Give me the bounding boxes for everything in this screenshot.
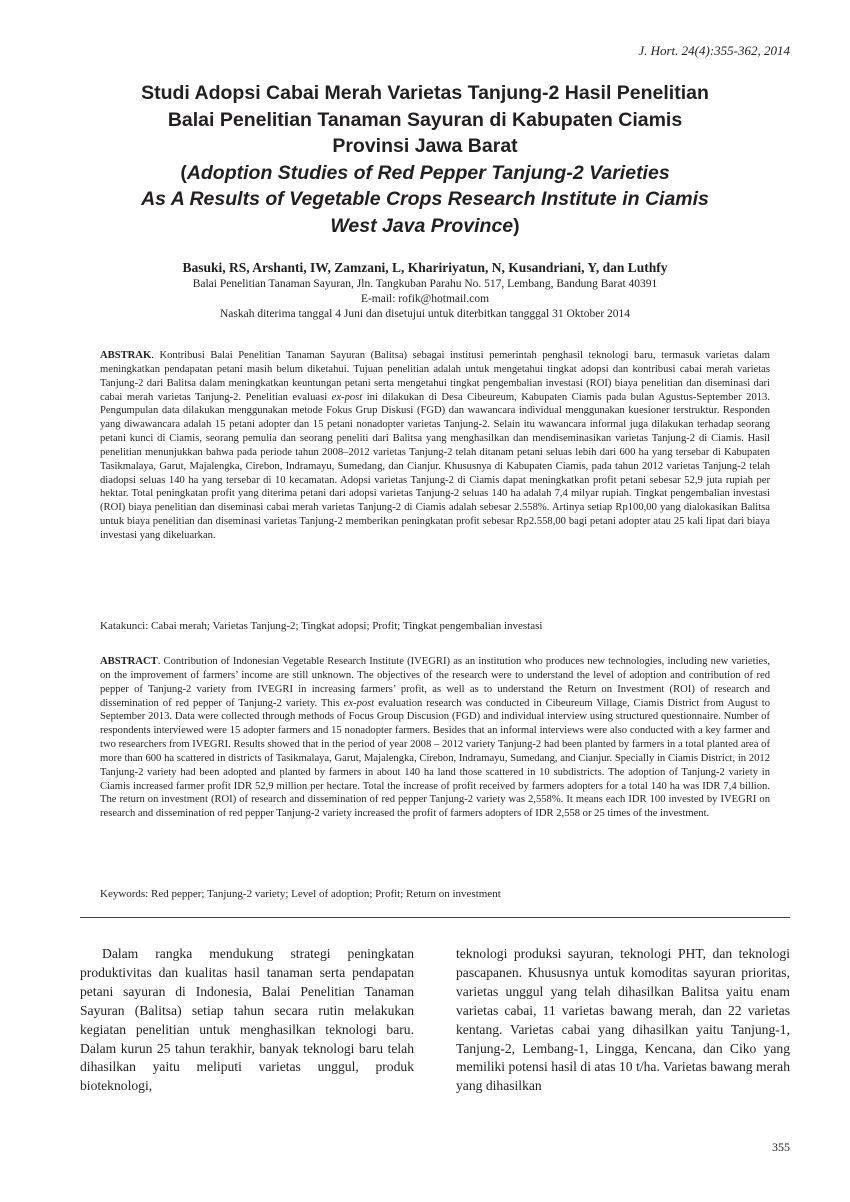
abstrak-italic: ex-post xyxy=(331,391,363,403)
article-title xyxy=(60,80,790,239)
divider xyxy=(80,917,790,918)
received-date: Naskah diterima tanggal 4 Juni dan disetujui untuk diterbitkan tangggal 31 Oktober 2014 xyxy=(219,308,631,320)
abstrak-label: ABSTRAK xyxy=(100,350,152,361)
page-number: 355 xyxy=(772,1140,790,1154)
abstract xyxy=(100,655,770,821)
keywords: Keywords: Red pepper; Tanjung-2 variety; Level of adoption; Profit; Return on investment xyxy=(100,888,501,900)
open-paren: ( xyxy=(180,161,187,184)
abstract-label: ABSTRACT xyxy=(100,656,158,667)
title-line: Balai Penelitian Tanaman Sayuran di Kabupaten Ciamis xyxy=(167,108,683,131)
title-english-line-3 xyxy=(60,213,790,240)
body-column-left: Dalam rangka mendukung strategi peningkatan produktivitas dan kualitas hasil tanaman serta pendapatan petani sayuran di Indonesia, Balai Penelitian Tanaman Sayuran (Balitsa) setiap tahun secara rutin melakukan kegiatan penelitian untuk menghasilkan teknologi baru. Dalam kurun 25 tahun terakhir, banyak teknologi baru telah dihasilkan yaitu meliputi varietas unggul, produk bioteknologi, xyxy=(80,946,414,1094)
abstract-italic: ex-post xyxy=(343,697,375,709)
journal-citation: J. Hort. 24(4):355-362, 2014 xyxy=(638,43,790,58)
author-block xyxy=(60,260,790,322)
abstrak xyxy=(100,349,770,543)
title-line: As A Results of Vegetable Crops Research Institute in Ciamis xyxy=(141,188,709,210)
title-line: Provinsi Jawa Barat xyxy=(332,135,518,157)
author-names: Basuki, RS, Arshanti, IW, Zamzani, L, Khaririyatun, N, Kusandriani, Y, dan Luthfy xyxy=(182,260,668,275)
close-paren: ) xyxy=(513,214,520,237)
abstract-text: evaluation research was conducted in Cibeureum Village, Ciamis District from August to September 2013. Data were collected through methods of Focus Group Discusion (FGD) and individual interview using structured questionnaire. Number of respondents interviewed were 15 adopter farmers and 15 nonadopter farmers. Besides that an informal interviews were also conducted with a key farmer and two researchers from IVEGRI. Results showed that in the period of year 2008 – 2012 variety Tanjung-2 had been planted by farmers in a total planted area of more than 600 ha scattered in districts of Tasikmalaya, Garut, Majalengka, Cirebon, Indramayu, Sumedang, and Cianjur. Specially in Ciamis District, in 2012 Tanjung-2 variety had been adopted and planted by farmers in about 140 ha land those scattered in 10 subdistricts. The adoption of Tanjung-2 variety in Ciamis increased farmer profit IDR 52,9 million per hectare. Total the increase of profit received by farmers adopters for a total 140 ha was IDR 7,4 billion. The return on investment (ROI) of research and dissemination of red pepper Tanjung-2 variety was 2,558%. It means each IDR 100 invested by IVEGRI on research and dissemination of red pepper Tanjung-2 variety increased the profit of farmers adopters of IDR 2,558 or 25 times of the investment. xyxy=(100,697,770,820)
katakunci: Katakunci: Cabai merah; Varietas Tanjung-2; Tingkat adopsi; Profit; Tingkat pengembalian investasi xyxy=(100,620,543,632)
title-english-line-1 xyxy=(60,160,790,187)
title-line: Studi Adopsi Cabai Merah Varietas Tanjung-2 Hasil Penelitian xyxy=(141,82,709,104)
abstrak-text: ini dilakukan di Desa Cibeureum, Kabupaten Ciamis pada bulan Agustus-September 2013. Pengumpulan data dilakukan menggunakan metode Fokus Grup Diskusi (FGD) dan wawancara individual menggunakan kuesioner terstruktur. Responden yang diwawancara adalah 15 petani adopter dan 15 petani nonadopter varietas Tanjung-2. Selain itu wawancara informal juga dilakukan terhadap seorang petani kunci di Ciamis, seorang pemulia dan seorang peneliti dari Balitsa yang menghasilkan dan mendiseminasikan varietas Tanjung-2 di Ciamis. Hasil penelitian menunjukkan bahwa pada periode tahun 2008–2012 varietas Tanjung-2 telah ditanam petani seluas lebih dari 600 ha yang tersebar di Kabupaten Tasikmalaya, Garut, Majalengka, Cirebon, Indramayu, Sumedang, dan Cianjur. Khususnya di Kabupaten Ciamis, pada tahun 2012 varietas Tanjung-2 telah diadopsi seluas 140 ha yang tersebar di 10 kecamatan. Adopsi varietas Tanjung-2 di Ciamis dapat meningkatkan profit petani sebesar 52,9 juta rupiah per hektar. Total peningkatan profit yang diterima petani dari adopsi varietas Tanjung-2 seluas 140 ha adalah 7,4 milyar rupiah. Tingkat pengembalian investasi (ROI) biaya penelitian dan diseminasi cabai merah varietas Tanjung-2 di Ciamis adalah sebesar 2.558%. Artinya setiap Rp100,00 yang dialokasikan Balitsa untuk biaya penelitian dan diseminasi varietas Tanjung-2 memberikan peningkatan profit sebesar Rp2.558,00 bagi petani adopter atau 25 kali lipat dari biaya investasi yang dikeluarkan. xyxy=(100,391,770,541)
title-line: West Java Province xyxy=(330,214,514,237)
email: E-mail: rofik@hotmail.com xyxy=(360,293,490,305)
abstrak-text: . Kontribusi Balai Penelitian Tanaman Sayuran (Balitsa) sebagai institusi pemerintah penghasil teknologi baru, termasuk varietas dalam meningkatkan pendapatan petani masih belum diketahui. Tujuan penelitian adalah untuk mengetahui tingkat adopsi dan kontribusi cabai merah varietas Tanjung-2 dari Balitsa dalam meningkatkan keuntungan petani serta mengetahui tingkat pengembalian investasi (ROI) biaya penelitian dan diseminasi dari cabai merah varietas Tanjung-2. Penelitian evaluasi xyxy=(100,350,770,403)
abstract-text: . Contribution of Indonesian Vegetable Research Institute (IVEGRI) as an institution who produces new technologies, including new varieties, on the improvement of farmers’ income are still unknown. The objectives of the research were to understand the level of adoption and contribution of red pepper of Tanjung-2 variety from IVEGRI in increasing farmers’ profit, as well as to understand the Return on Investment (ROI) of research and dissemination of red pepper of Tanjung-2 variety. This xyxy=(100,656,770,709)
affiliation: Balai Penelitian Tanaman Sayuran, Jln. Tangkuban Parahu No. 517, Lembang, Bandung Barat 40391 xyxy=(192,278,658,290)
title-line: Adoption Studies of Red Pepper Tanjung-2 Varieties xyxy=(186,161,670,184)
body-column-right: teknologi produksi sayuran, teknologi PHT, dan teknologi pascapanen. Khususnya untuk komoditas sayuran prioritas, varietas unggul yang telah dihasilkan Balitsa yaitu enam varietas cabai, 11 varietas bawang merah, dan 22 varietas kentang. Varietas cabai yang dihasilkan yaitu Tanjung-1, Tanjung-2, Lembang-1, Lingga, Kencana, dan Ciko yang memiliki potensi hasil di atas 10 t/ha. Varietas bawang merah yang dihasilkan xyxy=(456,946,790,1094)
